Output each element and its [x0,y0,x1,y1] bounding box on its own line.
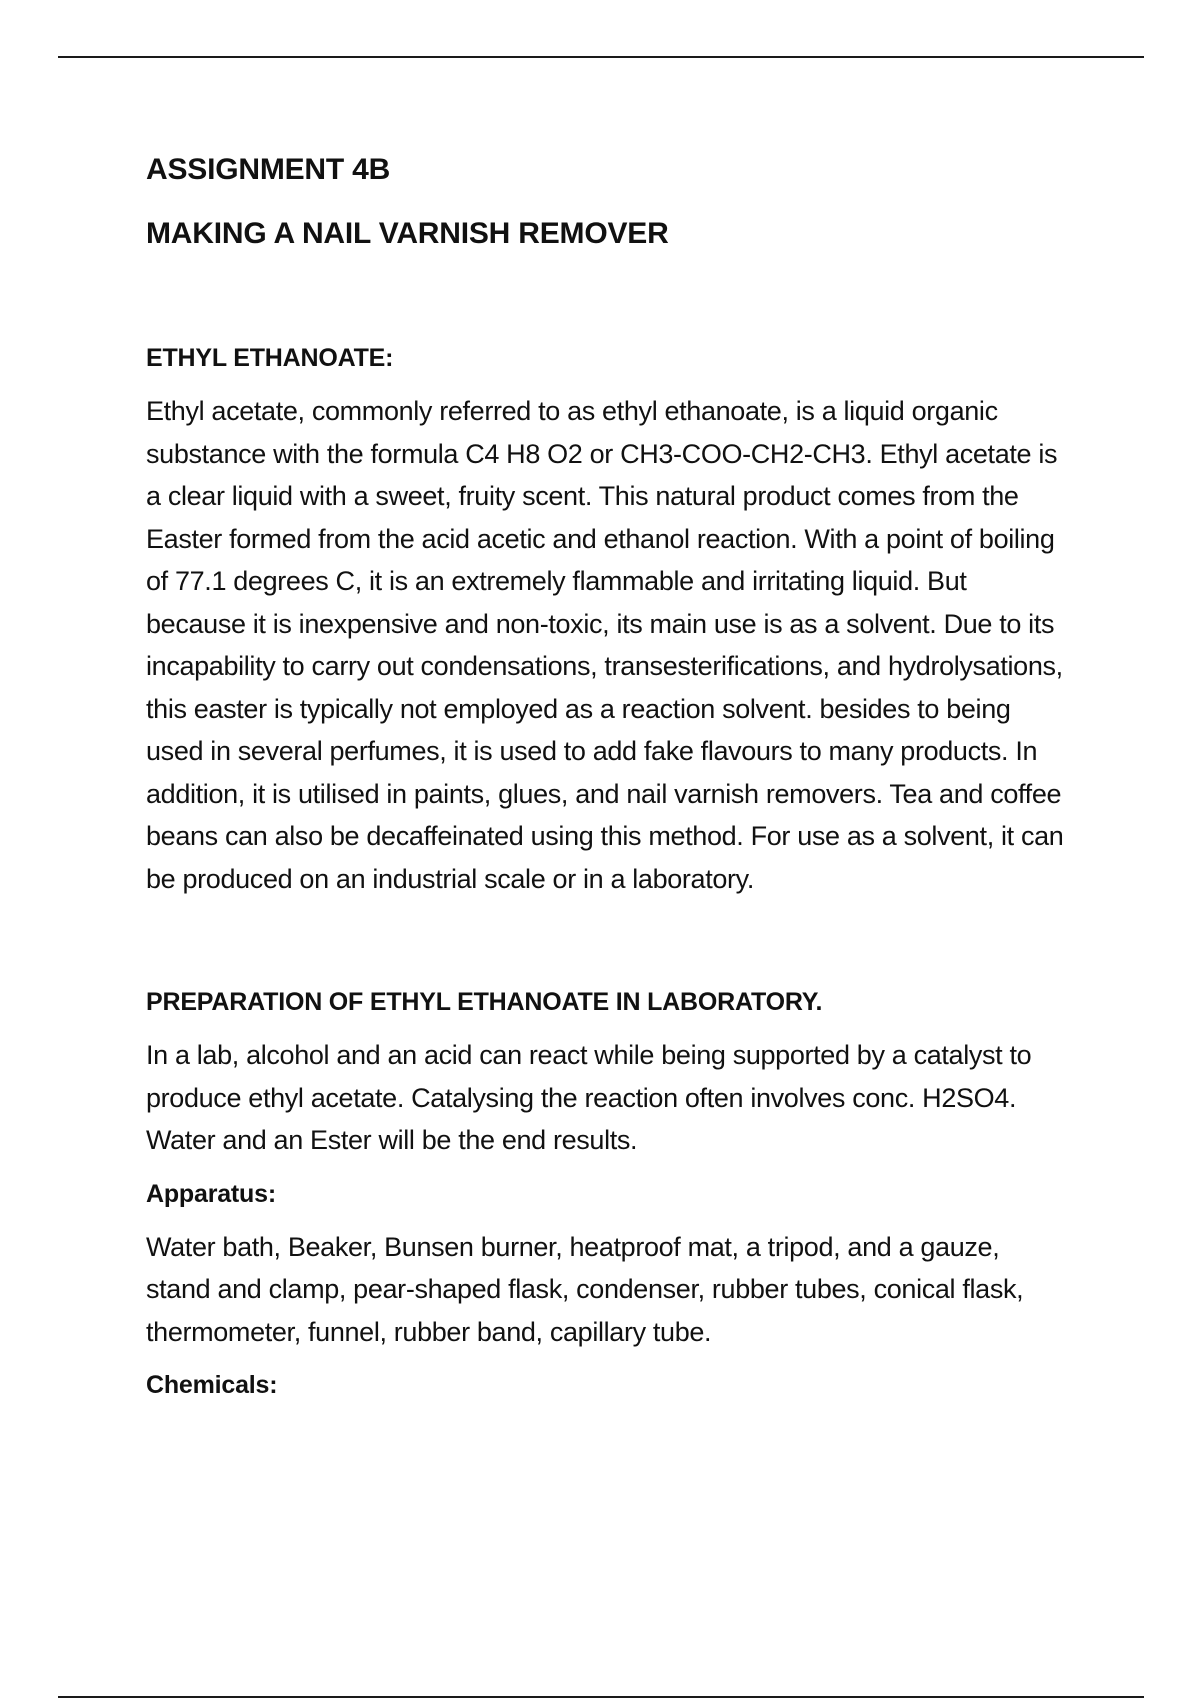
header-rule [58,56,1144,58]
assignment-title: ASSIGNMENT 4B [146,153,391,186]
footer-rule [58,1696,1144,1698]
section-body-preparation: In a lab, alcohol and an acid can react while being supported by a catalyst to produce ethyl acetate. Catalysing the reaction often involves conc. H2SO4. Water and an Ester will be the end results. [146,1040,1032,1155]
section-title-ethyl-ethanoate: ETHYL ETHANOATE: [146,344,394,372]
apparatus-list: Water bath, Beaker, Bunsen burner, heatproof mat, a tripod, and a gauze, stand and clamp, pear-shaped flask, condenser, rubber tubes, conical flask, thermometer, funnel, rubber band, capillary tube. [146,1231,1024,1347]
document-subtitle: MAKING A NAIL VARNISH REMOVER [146,217,669,250]
chemicals-label: Chemicals: [146,1371,278,1399]
section-body-ethyl-ethanoate: Ethyl acetate, commonly referred to as ethyl ethanoate, is a liquid organic substance with the formula C4 H8 O2 or CH3-COO-CH2-CH3. Ethyl acetate is a clear liquid with a sweet, fruity scent. This natural product comes from the Easter formed from the acid acetic and ethanol reaction. With a point of boiling of 77.1 degrees C, it is an extremely flammable and irritating liquid. But because it is inexpensive and non-toxic, its main use is as a solvent. Due to its incapability to carry out condensations, transesterifications, and hydrolysations, this easter is typically not employed as a reaction solvent. besides to being used in several perfumes, it is used to add fake flavours to many products. In addition, it is utilised in paints, glues, and nail varnish removers. Tea and coffee beans can also be decaffeinated using this method. For use as a solvent, it can be produced on an industrial scale or in a laboratory. [146,396,1064,894]
document-body [146,148,1066,1403]
section-title-preparation: PREPARATION OF ETHYL ETHANOATE IN LABORATORY. [146,988,823,1016]
apparatus-label: Apparatus: [146,1179,276,1208]
